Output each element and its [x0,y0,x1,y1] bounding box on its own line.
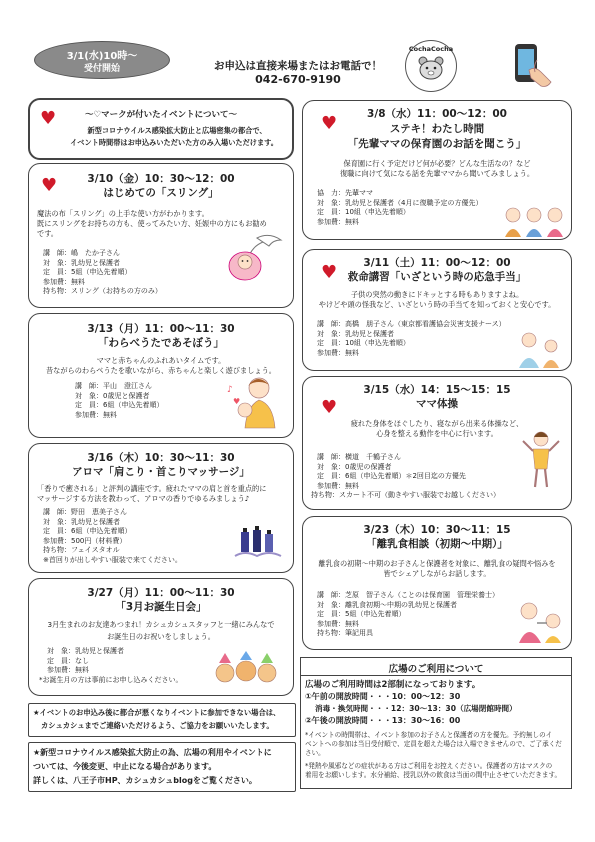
nurse-child-illustration [515,328,567,368]
detail-fee: 参加費：無料 [317,481,359,490]
usage-note-events [305,731,562,758]
detail-capacity: 定 員：6組（申込先着順）＊2回目迄の方優先 [317,472,466,481]
desc-line: 子供の突然の動きにドキッとする時もありますよね。 [350,290,524,299]
cochacocha-logo [405,40,457,92]
desc-line: ママと赤ちゃんのふれあいタイムです。 [96,356,226,365]
detail-fee: 参加費：無料 [317,217,359,226]
detail-items: 持ち物：フェイスタオル [43,546,120,555]
desc-line: 保育園に行く予定だけど何が必要？どんな生活なの？など [343,159,531,168]
event-title: はじめての「スリング」 [103,187,219,199]
event-title: 「わらべうたであそぼう」 [98,337,224,349]
detail-capacity: 定 員：5組（申込先着順） [317,610,406,619]
event-title: 「離乳食相談（初期〜中期）」 [366,538,508,550]
detail-target: 対 象：0歳児の保護者 [317,462,392,471]
svg-text:♥: ♥ [233,397,241,406]
detail-items: 持ち物：スリング（お持ちの方のみ） [43,287,162,296]
detail-note: ※首回りが出しやすい服装で来てください。 [43,555,182,564]
desc-line: 昔ながらのわらべうたを歌いながら、赤ちゃんと楽しく遊びましょう。 [45,366,276,375]
detail-instructor: 講 師：嶋 たか子さん [43,249,120,257]
event-details [317,320,506,358]
usage-title-rule [301,675,571,676]
heart-icon: ♥ [321,262,338,283]
event-details [317,591,499,639]
event-title: ステキ！わたし時間 [389,123,485,135]
detail-fee: 参加費：無料 [317,348,359,357]
stork-baby-illustration [217,228,287,288]
cancel-notice-box [28,703,296,737]
event-date: 3/11（土）11：00〜12：00 [363,257,511,269]
event-date: 3/13（月）11：00〜11：30 [87,323,235,335]
note-line: *イベントの時間帯は、イベント参加のお子さんと保護者の方を優先。予約無しのイ [305,731,553,739]
phone-number: 042-670-9190 [255,73,341,86]
note-line: ベントへの参加は当日受付順で、定員を超えた場合は入場できませんので、ご了承くだ [305,740,562,748]
exercising-woman-illustration [521,429,561,489]
desc-line: 魔法の布「スリング」の上手な使い方がわかります。 [37,209,209,218]
event-card-birthday [28,578,294,696]
usage-title: 広場のご利用について [388,664,484,675]
detail-cooperation: 協 力：先輩ママ [317,189,373,197]
registration-badge [34,41,170,79]
covid-notice-line2: ついては、今後変更、中止になる場合があります。 [33,762,217,771]
detail-instructor: 講 師：野田 恵美子さん [43,508,127,516]
event-title: 「3月お誕生日会」 [115,601,207,613]
event-title: ママ体操 [416,398,458,410]
logo-bear-icon [416,55,446,81]
detail-items: 持ち物：筆記用具 [317,629,373,638]
desc-line: 3月生まれのお友達あつまれ！カシュカシュスタッフと一緒にみんなで [47,620,275,629]
heart-icon: ♥ [321,113,338,134]
note-line: 着用をお願いします。水分補給、授乳以外の飲食は当面の間中止させていただきます。 [305,771,562,779]
detail-target: 対 象：乳幼児と保護者 [317,329,394,338]
detail-fee: 参加費：無料 [317,619,359,628]
event-subtitle: 「先輩ママの保育園のお話を聞こう」 [347,138,527,150]
event-card-nursery-talk [302,100,572,240]
covid-notice-line1: ★新型コロナウイルス感染拡大防止の為、広場の利用やイベントに [33,748,272,757]
event-date: 3/10（金）10：30〜12：00 [87,173,235,185]
logo-text: CochaCocha [408,45,454,53]
desc-line: 既にスリングをお持ちの方も、使ってみたい方、妊娠中の方にもお勧め [37,219,267,228]
detail-capacity: 定 員：10組（申込先着順） [317,208,410,217]
event-desc [33,619,289,643]
mother-baby-illustration [221,372,285,430]
usage-note-health [305,762,561,780]
detail-capacity: 定 員：なし [47,656,89,665]
event-details [75,382,163,420]
heart-icon: ♥ [321,397,338,418]
event-details [311,453,500,501]
event-date: 3/16（木）10：30〜11：30 [87,452,235,464]
heart-icon: ♥ [40,108,57,129]
detail-instructor: 講 師：高橋 朋子さん（東京都看護協会災害支援ナース） [317,320,506,328]
heart-icon: ♥ [41,175,58,196]
detail-capacity: 定 員：6組（申込先着順） [43,527,132,536]
event-date: 3/15（水）14：15〜15：15 [363,384,511,396]
usage-info-box [300,657,572,789]
detail-target: 対 象：乳幼児と保護者 [47,647,124,655]
event-date: 3/27（月）11：00〜11：30 [87,587,235,599]
heart-notice-box [28,98,294,160]
aroma-bottles-illustration [233,520,283,560]
cancel-notice-line2: カシュカシュまでご連絡いただけるよう、ご協力をお願いいたします。 [41,721,274,730]
detail-fee: 参加費：500円（材料費） [43,536,127,545]
detail-note: *お誕生月の方は事前にお申し込みください。 [39,675,183,684]
event-desc [37,484,291,504]
detail-fee: 参加費：無料 [75,410,117,419]
event-details [43,249,162,297]
event-card-first-aid [302,249,572,371]
event-card-sling [28,163,294,308]
desc-line: 疲れた身体をほぐしたり、寝ながら出来る体操など、 [350,419,524,428]
covid-notice-line3: 詳しくは、八王子市HP、カシュカシュblogをご覧ください。 [33,776,257,785]
party-animals-illustration [213,651,279,687]
usage-intro: 広場のご利用時間は2部制になっております。 [305,680,481,690]
desc-line: 離乳食の初期〜中期のお子さんと保護者を対象に、離乳食の疑問や悩みを [318,559,556,568]
feeding-baby-illustration [515,599,567,643]
usage-slot-morning: ①午前の開放時間・・・10：00〜12：30 [305,692,461,701]
event-desc [307,290,567,310]
cancel-notice-line1: ★イベントのお申込み後に都合が悪くなりイベントに参加できない場合は、 [33,708,281,717]
event-title: 救命講習「いざという時の応急手当」 [347,271,527,283]
detail-items: 持ち物：スカート不可（動きやすい服装でお越しください） [311,491,500,500]
detail-fee: 参加費：無料 [47,666,89,675]
detail-target: 対 象：離乳食初期〜中期の乳幼児と保護者 [317,600,457,609]
desc-line: マッサージする方法を教わって、アロマの香りでゆるみましょう♪ [37,494,250,503]
smartphone-icon [507,40,557,90]
detail-instructor: 講 師：横道 千鶴子さん [317,453,401,461]
note-line: *発熱や風邪などの症状がある方はご利用をお控えください。保護者の方はマスクの [305,762,553,770]
desc-line: 「香りで癒される」と評判の講座です。疲れたママの肩と首を重点的に [37,484,267,493]
usage-slot-afternoon: ②午後の開放時間・・・13：30〜16：00 [305,716,461,725]
event-date: 3/8（水）11：00〜12：00 [367,108,507,120]
event-card-aroma [28,443,294,573]
event-details [43,508,182,566]
svg-text:♪: ♪ [227,385,233,395]
event-details [317,189,482,227]
badge-status: 受付開始 [83,64,120,74]
detail-capacity: 定 員：10組（申込先着順） [317,339,410,348]
desc-line: やけどや頭の怪我など、いざという時の手当てを知っておくと安心です。 [318,300,556,309]
heart-notice-line1: 新型コロナウイルス感染拡大防止と広場密集の都合で、 [87,126,267,135]
badge-date: 3/1(水)10時〜 [66,51,138,62]
desc-line: 心身を整える動作を中心に行います。 [376,429,498,438]
event-details [39,647,183,685]
detail-target: 対 象：乳幼児と保護者（4月に復職予定の方優先） [317,198,483,207]
detail-capacity: 定 員：5組（申込先着順） [43,268,132,277]
usage-slot-cleaning: 消毒・換気時間・・・12：30〜13：30（広場閉館時間） [315,704,517,713]
covid-notice-box [28,742,296,792]
note-line: さい。 [305,749,325,757]
desc-line: 復職に向けて気になる話を先輩ママから聞いてみましょう。 [339,169,535,178]
detail-target: 対 象：乳幼児と保護者 [43,517,120,526]
detail-target: 対 象：0歳児と保護者 [75,391,150,400]
detail-instructor: 講 師：芝原 智子さん（ことのは保育園 管理栄養士） [317,591,499,599]
detail-target: 対 象：乳幼児と保護者 [43,258,120,267]
heart-notice-line2: イベント時間帯はお申込みいただいた方のみ入場いただけます。 [70,138,278,147]
event-card-mama-exercise [302,376,572,510]
event-desc [307,559,567,579]
moms-chatting-illustration [501,203,567,237]
heart-notice-title: 〜♡マークが付いたイベントについて〜 [85,110,237,120]
detail-capacity: 定 員：6組（申込先着順） [75,401,164,410]
event-desc [307,159,567,179]
desc-line: です。 [37,229,58,238]
apply-text: お申込は直接来場またはお電話で！ [214,60,382,72]
detail-instructor: 講 師：平山 澄江さん [75,382,152,390]
event-title: アロマ「肩こり・首こりマッサージ」 [72,466,250,478]
event-card-weaning [302,516,572,650]
event-card-warabeuta [28,313,294,438]
desc-line: お誕生日のお祝いをしましょう。 [107,632,215,641]
desc-line: 皆でシェアしながらお話します。 [383,569,491,578]
event-date: 3/23（木）10：30〜11：15 [363,524,511,536]
detail-fee: 参加費：無料 [43,277,85,286]
